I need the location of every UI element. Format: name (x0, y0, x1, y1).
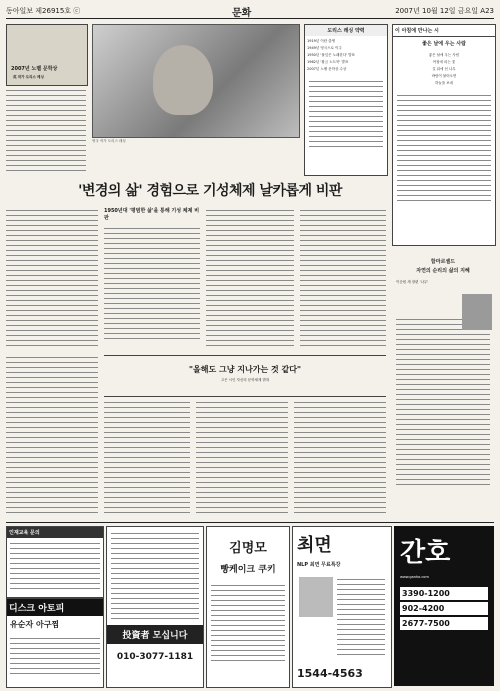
poem-lines (393, 50, 495, 89)
ad2-body (10, 636, 100, 676)
poem-body (397, 93, 491, 203)
profile-writer: 이순원 새 장편 '나무' (396, 280, 429, 284)
profile-body (396, 317, 490, 487)
ads-divider (6, 522, 494, 523)
poem-line: 좋은 날에 우는 사람 (428, 53, 460, 57)
body-col-2 (104, 208, 200, 348)
toc-list (305, 36, 387, 75)
body-col-7 (196, 400, 288, 515)
ad5-title: 최면 (297, 535, 332, 556)
poem-line: 하늘을 보네 (434, 81, 454, 85)
body-col-8 (294, 400, 386, 515)
masthead: 동아일보 제26915호 ⓒ (6, 7, 81, 15)
poem-line: 아침에 피는 꽃 (432, 60, 456, 64)
left-kicker: 2007년 노벨 문학상 (11, 66, 58, 72)
main-photo (92, 24, 300, 138)
ad-1 (6, 526, 104, 598)
ad4-title: 김명모 (229, 541, 267, 556)
ad3-title: 投資者 모십니다 (107, 625, 203, 644)
quote-block (104, 355, 386, 397)
section-title: 문화 (232, 8, 252, 19)
toc-item: 1950년 '풀잎은 노래한다' 발표 (307, 53, 355, 57)
body-col-5 (6, 355, 98, 515)
quote-sub: 고은 시인 자신의 문학세계 밝혀 (220, 378, 270, 382)
body-col-2-text (104, 226, 200, 341)
ad1-body (10, 541, 100, 591)
body-col-4 (300, 208, 386, 348)
body-col-3 (206, 208, 294, 348)
toc-item: 1919년 이란 출생 (307, 39, 336, 43)
ad6-phone1: 3390-1200 (400, 587, 488, 600)
photo-caption: 영국 작가 도리스 레싱 (92, 139, 126, 143)
issue-date: 2007년 10월 12일 금요일 A23 (395, 7, 494, 15)
ad4-sub: 빵케이크 쿠키 (220, 565, 276, 575)
poem-line: 바람이 불어오면 (431, 74, 457, 78)
poem-line: 길 위에 선 나무 (432, 67, 456, 71)
sub-block-title: 1950년대 '평범한 삶'을 통해 기성 체제 비판 (104, 208, 200, 221)
left-body (6, 88, 86, 172)
ad1-title: 인재교육 문의 (7, 527, 103, 538)
ad6-title: 간호 (400, 538, 451, 568)
left-article (6, 24, 86, 174)
ad5-phone: 1544-4563 (297, 667, 363, 680)
toc-title: 도리스 레싱 약력 (305, 25, 387, 36)
profile-sub: 자연의 순리의 삶의 지혜 (416, 268, 470, 274)
profile-box (392, 250, 494, 515)
ad5-body (337, 577, 385, 657)
ad-4 (206, 526, 290, 688)
ad5-photo (299, 577, 333, 617)
poem-box-title: 이 아침에 만나는 시 (393, 25, 495, 37)
ad6-phone3: 2677-7500 (400, 617, 488, 630)
toc-box (304, 24, 388, 176)
ad6-phone2: 902-4200 (400, 602, 488, 615)
ad3-body (111, 531, 199, 621)
portrait-face (153, 45, 213, 115)
ad-3 (106, 526, 204, 688)
ad-6 (394, 526, 494, 686)
ad2-title: 디스크 아토피 (7, 599, 103, 616)
body-col-1 (6, 208, 98, 348)
toc-item: 1962년 '황금 노트북' 발표 (307, 60, 349, 64)
poem-title: 좋은 날에 우는 사람 (422, 41, 466, 47)
ad6-url: www.ganho.com (400, 575, 429, 579)
toc-body (309, 79, 383, 149)
toc-item: 1949년 영국으로 이주 (307, 46, 342, 50)
poem-box (392, 24, 496, 246)
profile-photo (462, 294, 492, 330)
quote-text: "올해도 그냥 지나가는 것 같다" (188, 365, 302, 374)
page-header (6, 4, 494, 19)
profile-title: 함마르셸드 (430, 259, 456, 265)
left-kicker2: 英 작가 도리스 레싱 (13, 75, 44, 79)
ad2-sub: 유순자 아구찜 (10, 620, 60, 629)
ad5-sub: NLP 최면 무료특강 (297, 562, 341, 568)
ad-2 (6, 598, 104, 688)
toc-item: 2007년 노벨 문학상 수상 (307, 67, 347, 71)
ad3-phone: 010-3077-1181 (116, 652, 194, 662)
left-photo (6, 24, 88, 86)
main-headline: '변경의 삶' 경험으로 기성체제 날카롭게 비판 (78, 183, 342, 199)
ad4-body (211, 583, 285, 663)
ad-5 (292, 526, 392, 688)
body-col-6 (104, 400, 190, 515)
